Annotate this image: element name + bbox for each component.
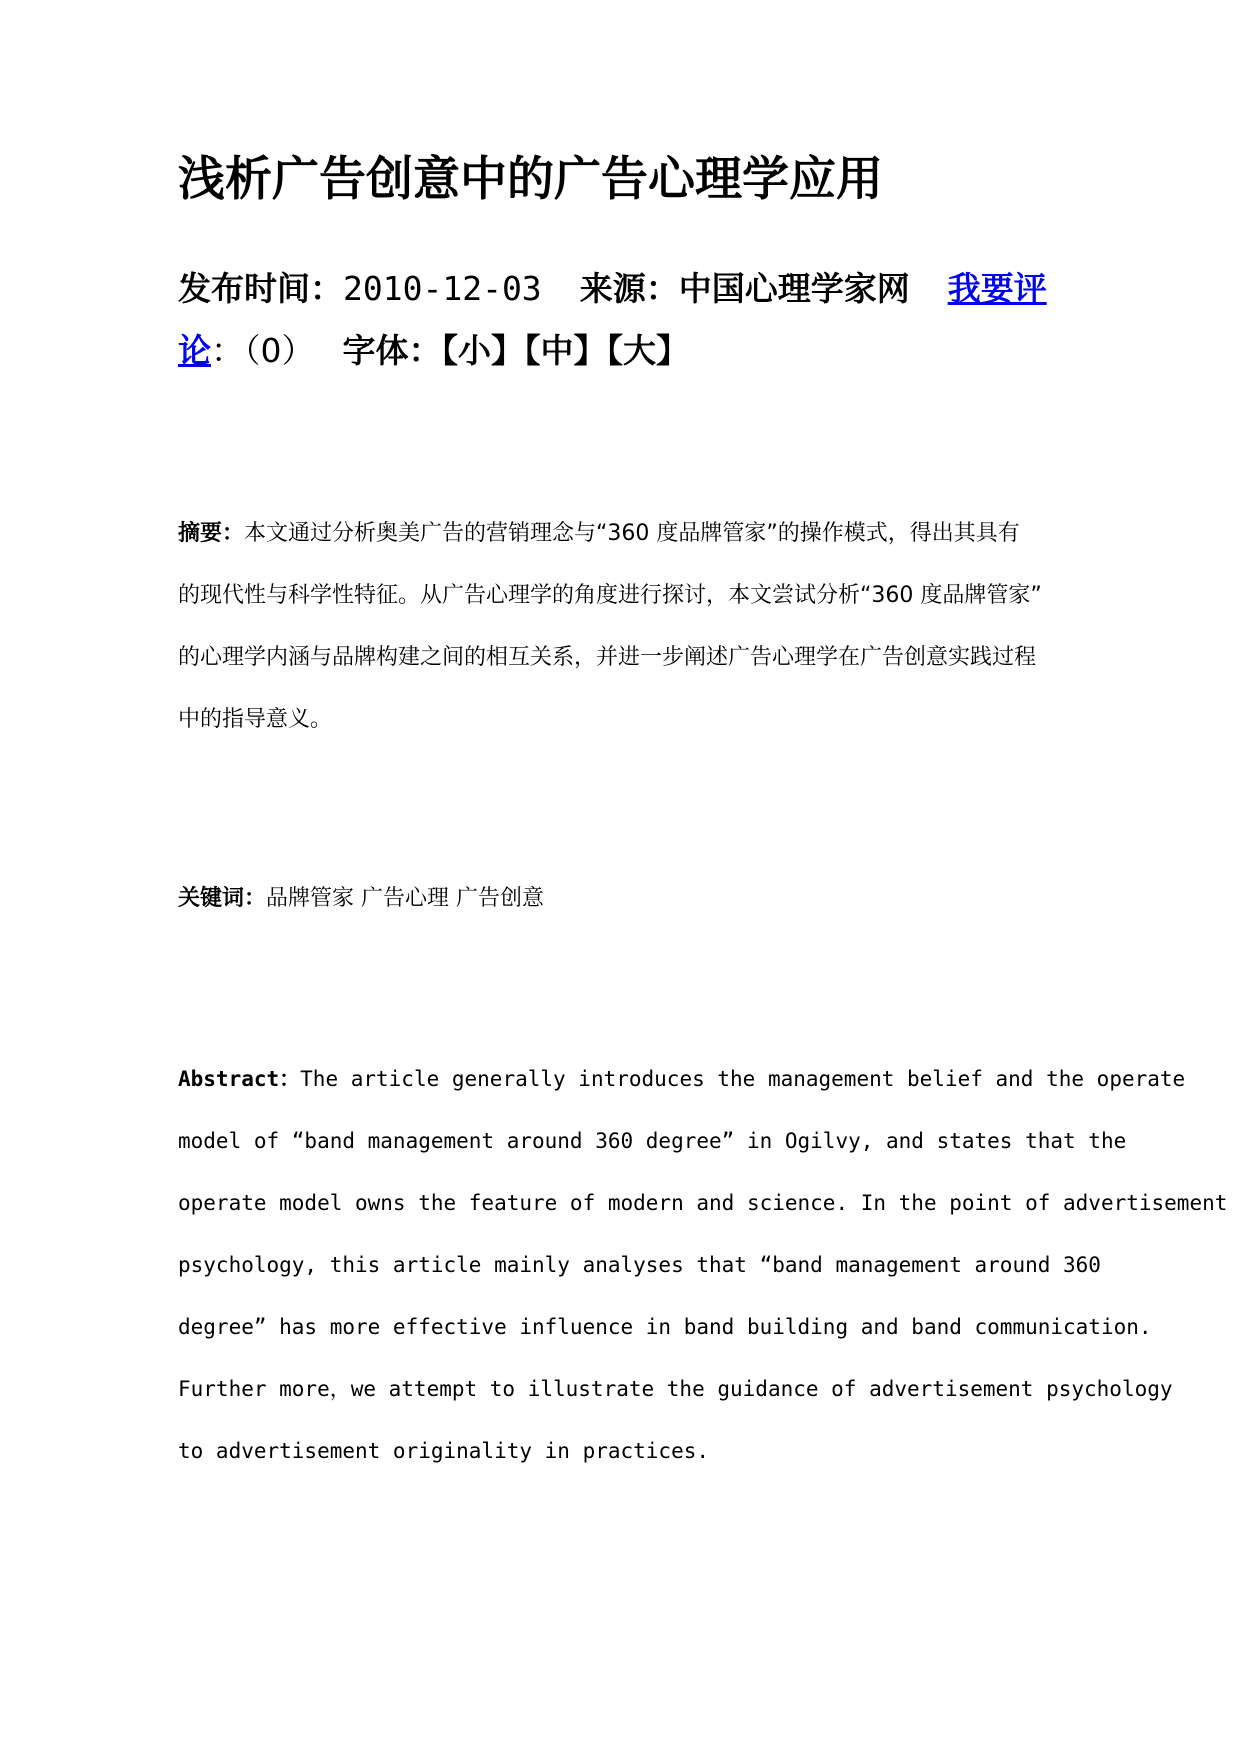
chinese-abstract-line-4: 中的指导意义。 bbox=[178, 707, 333, 732]
english-abstract-line-7: to advertisement originality in practices. bbox=[178, 1439, 710, 1463]
chinese-abstract-line-3: 的心理学内涵与品牌构建之间的相互关系，并进一步阐述广告心理学在广告创意实践过程 bbox=[178, 645, 1037, 670]
font-size-large-button[interactable]: 【大】 bbox=[606, 331, 689, 370]
chinese-abstract-line-2: 的现代性与科学性特征。从广告心理学的角度进行探讨，本文尝试分析“360 度品牌管家” bbox=[178, 583, 1042, 608]
english-abstract bbox=[178, 1048, 1228, 1482]
english-abstract-line-4: psychology, this article mainly analyses that “band management around 360 bbox=[178, 1253, 1101, 1277]
source-label: 来源： bbox=[579, 269, 679, 308]
chinese-abstract-line-1 bbox=[178, 503, 1078, 565]
font-size-small-button[interactable]: 【小】 bbox=[441, 331, 524, 370]
comment-link-text-1[interactable]: 我要评 bbox=[947, 269, 1047, 308]
english-abstract-line-2: model of “band management around 360 degree” in Ogilvy, and states that the bbox=[178, 1129, 1127, 1153]
chinese-abstract-text-1: 本文通过分析奥美广告的营销理念与“360 度品牌管家”的操作模式，得出其具有 bbox=[244, 521, 1020, 546]
source-value: 中国心理学家网 bbox=[678, 269, 910, 308]
font-size-label: 字体： bbox=[342, 331, 442, 370]
english-abstract-line-6: Further more，we attempt to illustrate the guidance of advertisement psychology bbox=[178, 1377, 1173, 1401]
keywords-label: 关键词： bbox=[178, 886, 267, 911]
english-abstract-text-1: The article generally introduces the management belief and the operate bbox=[300, 1067, 1186, 1091]
english-abstract-line-3: operate model owns the feature of modern and science. In the point of advertisement bbox=[178, 1191, 1228, 1215]
chinese-abstract-label: 摘要： bbox=[178, 521, 245, 546]
comment-count: ：（0） bbox=[211, 331, 315, 370]
comment-link-text-2[interactable]: 论 bbox=[178, 331, 211, 370]
keywords-value: 品牌管家 广告心理 广告创意 bbox=[266, 886, 545, 911]
english-abstract-line-5: degree” has more effective influence in band building and band communication. bbox=[178, 1315, 1152, 1339]
english-abstract-line-1 bbox=[178, 1048, 1186, 1110]
article-meta bbox=[178, 258, 1078, 382]
font-size-medium-button[interactable]: 【中】 bbox=[524, 331, 607, 370]
publish-time-label: 发布时间： bbox=[178, 269, 343, 308]
keywords bbox=[178, 868, 1078, 930]
page-title: 浅析广告创意中的广告心理学应用 bbox=[178, 152, 883, 207]
chinese-abstract bbox=[178, 503, 1078, 751]
publish-date: 2010-12-03 bbox=[343, 269, 542, 308]
english-abstract-label: Abstract： bbox=[178, 1067, 301, 1091]
